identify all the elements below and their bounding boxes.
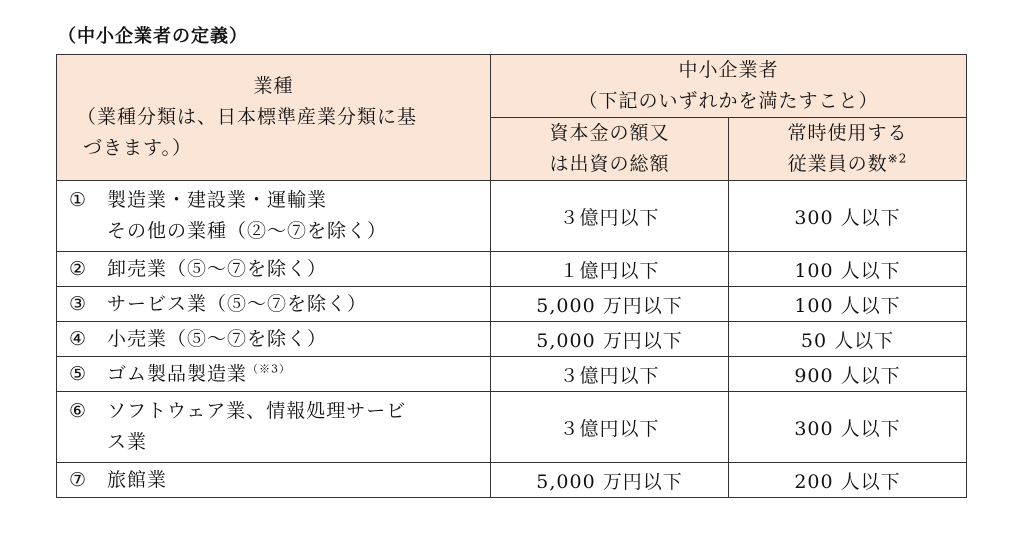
table-row: [57, 252, 967, 287]
table-caption: （中小企業者の定義）: [58, 26, 248, 47]
header-employees-label: 従業員の数: [787, 153, 888, 175]
row-number: ③: [69, 292, 88, 315]
capital-cell: 5,000 万円以下: [491, 287, 729, 322]
industry-name: ゴム製品製造業: [107, 362, 248, 385]
employees-cell: 100 人以下: [729, 287, 967, 322]
capital-cell: １億円以下: [491, 252, 729, 287]
header-capital: [491, 118, 729, 181]
table-row: [57, 322, 967, 357]
industry-name: 旅館業: [107, 468, 168, 491]
row-number: ⑦: [69, 468, 88, 491]
industry-cell: [57, 357, 491, 392]
header-capital-line2: は出資の総額: [549, 153, 670, 175]
industry-cell: [57, 181, 491, 252]
employees-cell: 100 人以下: [729, 252, 967, 287]
employees-cell: 300 人以下: [729, 181, 967, 252]
header-employees: [729, 118, 967, 181]
table-row: [57, 357, 967, 392]
industry-cell: [57, 463, 491, 498]
table-row: [57, 287, 967, 322]
employees-cell: 300 人以下: [729, 392, 967, 463]
industry-cell: [57, 392, 491, 463]
header-sme-condition: （下記のいずれかを満たすこと）: [578, 90, 879, 112]
header-sme: [491, 55, 967, 118]
table-row: [57, 392, 967, 463]
industry-cell: [57, 322, 491, 357]
sme-definition-table: [56, 54, 967, 498]
row-number: ①: [69, 189, 88, 211]
industry-name: ソフトウェア業、情報処理サービ: [107, 400, 407, 422]
header-industry-note-line2: づきます。）: [83, 137, 192, 159]
row-number: ⑥: [69, 400, 88, 422]
header-industry-title: 業種: [253, 75, 294, 97]
employees-cell: 900 人以下: [729, 357, 967, 392]
row-number: ④: [69, 327, 88, 350]
industry-name-continued: その他の業種（②～⑦を除く）: [107, 220, 388, 242]
header-sme-title: 中小企業者: [678, 59, 779, 81]
table-row: [57, 181, 967, 252]
capital-cell: 5,000 万円以下: [491, 463, 729, 498]
row-number: ②: [69, 257, 88, 280]
industry-name-continued: ス業: [107, 431, 148, 453]
employees-cell: 200 人以下: [729, 463, 967, 498]
employees-cell: 50 人以下: [729, 322, 967, 357]
table-row: [57, 463, 967, 498]
capital-cell: ３億円以下: [491, 392, 729, 463]
header-industry: [57, 55, 491, 181]
row-number: ⑤: [69, 362, 88, 385]
industry-name: 卸売業（⑤～⑦を除く）: [107, 257, 328, 280]
industry-cell: [57, 287, 491, 322]
industry-footnote: （※3）: [247, 362, 292, 376]
industry-cell: [57, 252, 491, 287]
header-employees-line2: [729, 149, 966, 180]
header-capital-line1: 資本金の額又: [549, 122, 670, 144]
industry-name: 小売業（⑤～⑦を除く）: [107, 327, 328, 350]
capital-cell: ３億円以下: [491, 357, 729, 392]
industry-name: 製造業・建設業・運輸業: [107, 189, 328, 211]
capital-cell: ３億円以下: [491, 181, 729, 252]
header-industry-note-line1: （業種分類は、日本標準産業分類に基: [77, 106, 418, 128]
industry-name: サービス業（⑤～⑦を除く）: [107, 292, 368, 315]
capital-cell: 5,000 万円以下: [491, 322, 729, 357]
header-employees-line1: 常時使用する: [787, 122, 908, 144]
header-employees-footnote: ※2: [887, 151, 908, 166]
